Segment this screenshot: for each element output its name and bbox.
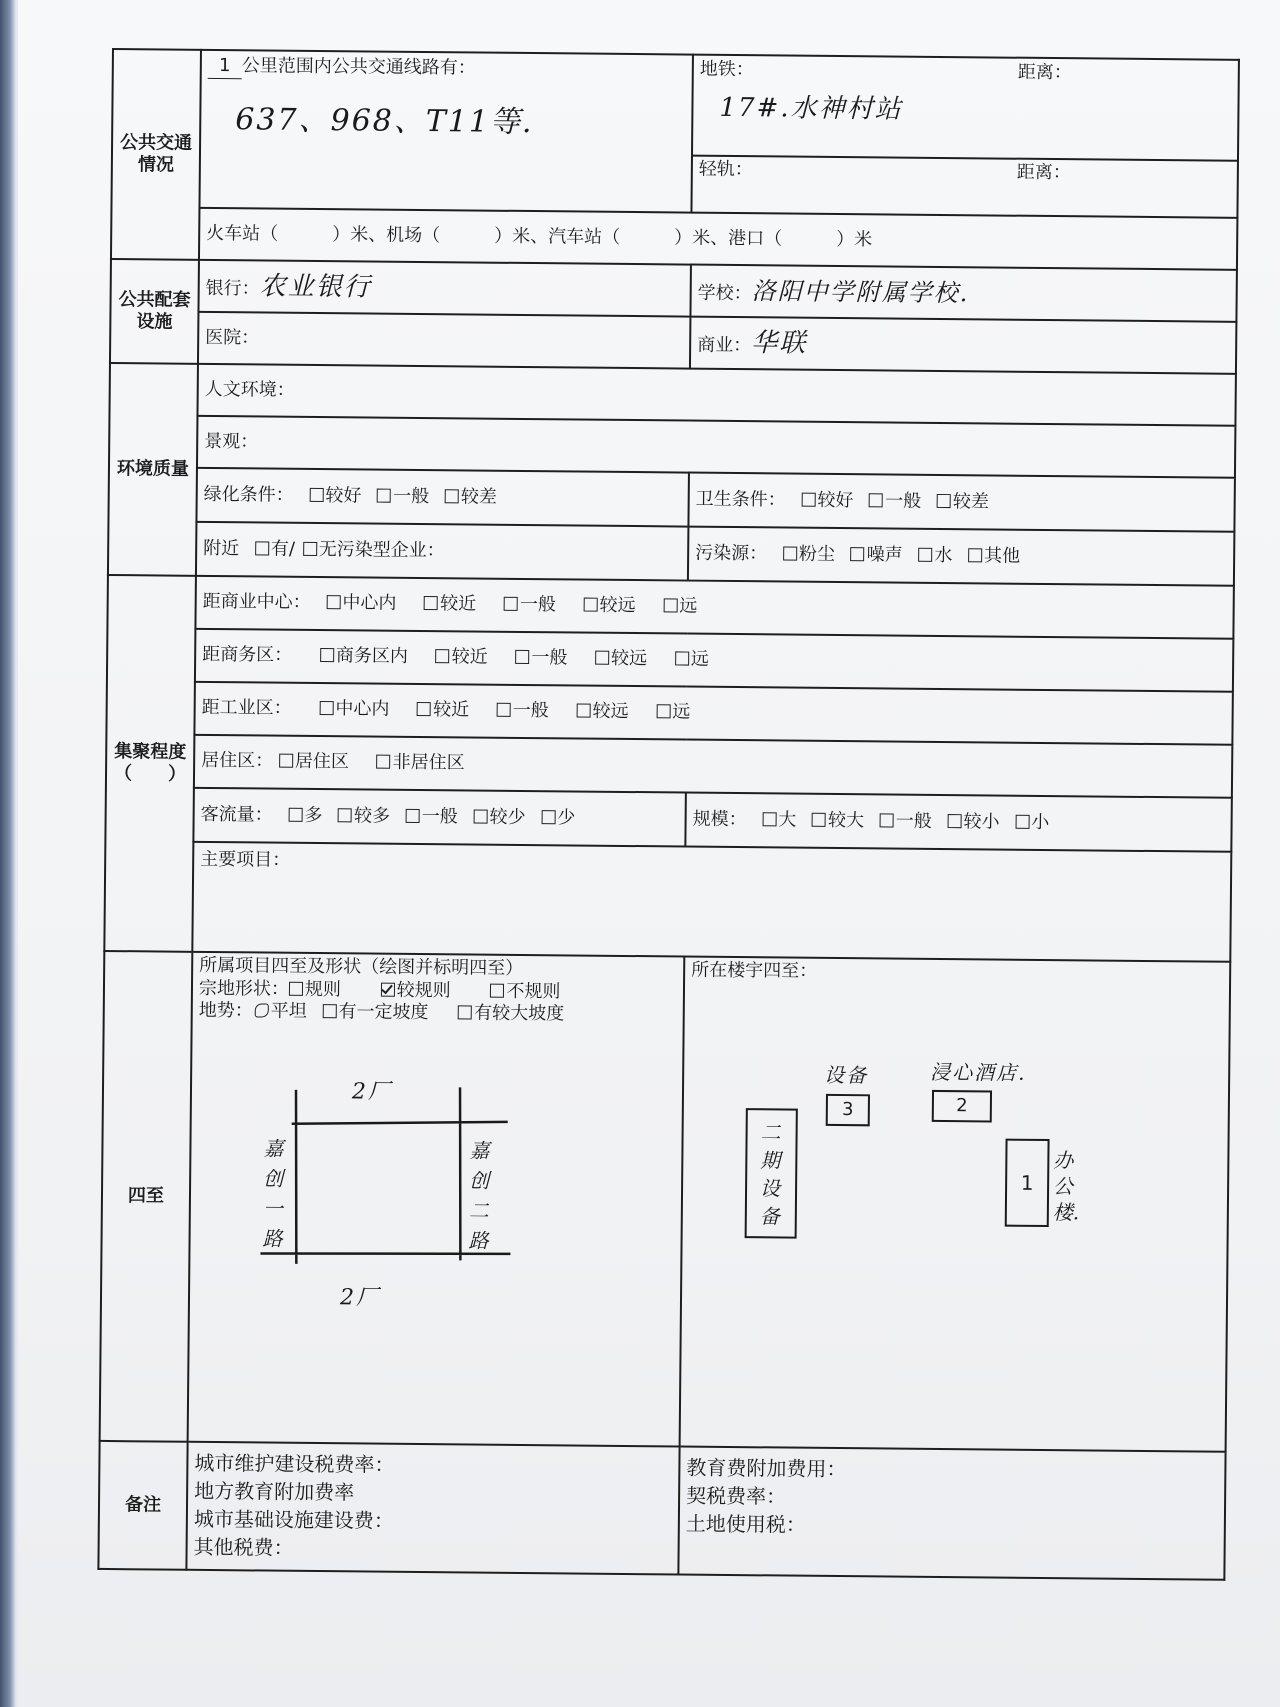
scale-cell xyxy=(685,793,1231,852)
school-label: 学校： xyxy=(697,282,752,305)
option-label: 远 xyxy=(690,648,709,671)
checkbox[interactable] xyxy=(504,597,518,611)
building-c-box xyxy=(932,1090,992,1123)
terrain-label: 地势： xyxy=(198,999,253,1022)
option-label: 大 xyxy=(778,809,797,831)
checkbox[interactable] xyxy=(279,754,293,768)
sketch-building-a xyxy=(745,1108,798,1238)
option-label: 其他 xyxy=(984,545,1021,567)
transport-lines-cell xyxy=(199,50,692,213)
option-label: 非居住区 xyxy=(392,751,465,774)
commerce-label: 商业： xyxy=(697,334,752,356)
sketch-right-label: 嘉创二路 xyxy=(468,1138,490,1253)
checkbox[interactable] xyxy=(937,494,951,508)
option-label: 小 xyxy=(1031,811,1050,833)
cluster-title: 集聚程度 xyxy=(114,740,187,763)
checkbox[interactable] xyxy=(801,492,815,506)
option-label: 中心内 xyxy=(342,592,397,615)
section-boundary: 四至 xyxy=(100,951,193,1442)
remarks-left xyxy=(186,1442,679,1575)
light-rail-label: 轻轨： xyxy=(698,158,753,181)
remark-item: 城市基础设施建设费： xyxy=(193,1506,394,1533)
shape-label: 宗地形状： xyxy=(198,977,290,1000)
hospital-label: 医院： xyxy=(205,326,260,349)
sketch-left-label: 嘉创一路 xyxy=(262,1136,284,1251)
checkbox[interactable] xyxy=(289,981,303,995)
option-label: 较小 xyxy=(963,810,1000,833)
option-label: 一般 xyxy=(531,647,568,669)
option-label: 较好 xyxy=(325,484,362,507)
green-label: 绿化条件： xyxy=(203,483,294,506)
option-label: 较少 xyxy=(489,806,526,828)
option-label: 居住区 xyxy=(294,751,349,773)
option-label: 较远 xyxy=(599,594,636,617)
traffic-label: 客流量： xyxy=(200,803,273,826)
light-rail-distance-label: 距离： xyxy=(1016,161,1071,184)
nearby-cell xyxy=(196,522,688,581)
checkbox[interactable] xyxy=(436,649,450,663)
building-sketch-cell xyxy=(680,957,1231,1452)
option-label: 有一定坡度 xyxy=(338,1001,429,1024)
checkbox[interactable] xyxy=(947,814,961,828)
option-label: 较差 xyxy=(952,490,989,513)
remark-item: 契税费率： xyxy=(686,1483,787,1509)
option-label: 不规则 xyxy=(506,980,561,1002)
checkbox[interactable] xyxy=(851,547,865,561)
green-cell xyxy=(196,468,688,527)
checkbox[interactable] xyxy=(515,650,529,664)
checkbox[interactable] xyxy=(541,810,555,824)
checkbox[interactable] xyxy=(319,701,333,715)
main-projects-label: 主要项目： xyxy=(200,848,291,871)
checkbox[interactable] xyxy=(663,599,677,613)
building-d-number: 1 xyxy=(1020,1170,1034,1195)
checkbox[interactable] xyxy=(320,648,334,662)
option-label: 较远 xyxy=(610,648,648,670)
option-label: 远 xyxy=(679,595,698,617)
checkbox[interactable] xyxy=(406,809,420,823)
option-label: 平坦 xyxy=(270,1000,307,1022)
checkbox-checked[interactable] xyxy=(381,982,395,996)
option-label: 规则 xyxy=(304,978,342,1000)
commerce-handwritten: 华联 xyxy=(751,327,808,359)
bank-handwritten: 农业银行 xyxy=(259,271,372,303)
option-label: 较近 xyxy=(440,593,477,615)
checkbox[interactable] xyxy=(303,542,317,556)
option-label: 较远 xyxy=(592,700,629,723)
sketch-bottom-label: 2厂 xyxy=(339,1285,381,1311)
km-value: 1 xyxy=(208,55,242,79)
residential-label: 居住区： xyxy=(201,750,274,772)
industrial-label: 距工业区： xyxy=(201,697,292,720)
culture-label: 人文环境： xyxy=(204,378,295,401)
hygiene-cell xyxy=(688,473,1234,532)
option-label: 一般 xyxy=(519,594,556,616)
checkbox[interactable] xyxy=(326,595,340,609)
school-handwritten: 洛阳中学附属学校. xyxy=(751,277,970,308)
bus-lines-handwritten: 637、968、T11等. xyxy=(235,101,534,140)
section-remarks: 备注 xyxy=(98,1441,187,1570)
building-d-label: 办公楼. xyxy=(1052,1148,1080,1225)
building-sketch-title: 所在楼宇四至： xyxy=(691,959,818,982)
checkbox[interactable] xyxy=(377,755,391,769)
remarks-right xyxy=(678,1447,1225,1580)
checkbox[interactable] xyxy=(445,489,459,503)
option-label: 噪声 xyxy=(866,544,903,566)
commerce-cell xyxy=(690,317,1236,374)
checkbox[interactable] xyxy=(812,813,826,827)
building-b-number: 3 xyxy=(842,1099,854,1121)
subway-distance-label: 距离： xyxy=(1017,61,1072,84)
checkbox[interactable] xyxy=(577,704,591,718)
option-label: 较差 xyxy=(460,486,498,508)
option-label: 较多 xyxy=(354,805,391,827)
option-label: 远 xyxy=(672,701,691,723)
option-label: 少 xyxy=(557,807,576,829)
remark-item: 其他税费： xyxy=(193,1534,294,1560)
pollution-label: 污染源： xyxy=(695,542,768,565)
building-a-label: 二期设备 xyxy=(759,1120,781,1229)
rail-cell xyxy=(691,55,1238,218)
checkbox[interactable] xyxy=(675,652,689,666)
option-label: 较规则 xyxy=(396,979,451,1001)
option-label: 一般 xyxy=(421,805,458,828)
option-label: 多 xyxy=(304,804,323,826)
checkbox[interactable] xyxy=(869,493,883,507)
checkbox[interactable] xyxy=(309,488,323,502)
form-table xyxy=(97,48,1240,1581)
checkbox[interactable] xyxy=(880,813,894,827)
remark-item: 地方教育附加费率 xyxy=(194,1478,355,1505)
landscape-label: 景观： xyxy=(204,430,259,453)
remark-item: 城市维护建设税费率： xyxy=(194,1450,395,1477)
section-environment: 环境质量 xyxy=(108,363,198,576)
option-label: 商务区内 xyxy=(335,645,409,668)
scale-label: 规模： xyxy=(692,808,747,830)
checkbox[interactable] xyxy=(458,1005,472,1019)
checkbox-circled[interactable] xyxy=(255,1003,269,1017)
checkbox[interactable] xyxy=(490,983,504,997)
section-cluster xyxy=(104,575,196,952)
building-c-label: 浸心酒店. xyxy=(930,1059,1027,1085)
checkbox[interactable] xyxy=(783,546,797,560)
option-label: 较好 xyxy=(817,489,854,511)
checkbox[interactable] xyxy=(968,548,982,562)
checkbox[interactable] xyxy=(377,488,391,502)
option-label: 有/ xyxy=(270,538,296,560)
subway-label: 地铁： xyxy=(699,58,754,81)
plot-sketch-title: 所属项目四至及形状（绘图并标明四至） xyxy=(199,954,524,979)
option-label: 水 xyxy=(934,544,953,566)
option-label: 较近 xyxy=(433,699,470,721)
building-d-box xyxy=(1005,1139,1050,1227)
remark-item: 教育费附加费用： xyxy=(686,1455,847,1482)
commercial-label: 距商业中心： xyxy=(202,591,311,614)
bank-cell xyxy=(198,260,690,317)
section-facilities: 公共配套 设施 xyxy=(110,259,199,364)
option-label: 一般 xyxy=(393,485,430,507)
checkbox[interactable] xyxy=(584,598,598,612)
checkbox[interactable] xyxy=(255,541,269,555)
building-c-number: 2 xyxy=(956,1095,968,1117)
option-label: 粉尘 xyxy=(798,543,836,565)
checkbox[interactable] xyxy=(474,809,488,823)
traffic-cell xyxy=(193,788,685,847)
option-label: 较大 xyxy=(827,809,865,832)
main-projects-row xyxy=(192,842,1231,962)
option-label: 一般 xyxy=(895,810,932,832)
option-label: 无污染型企业： xyxy=(318,538,445,561)
checkbox[interactable] xyxy=(338,808,352,822)
nearby-label: 附近 xyxy=(203,537,240,559)
pollution-cell xyxy=(688,527,1234,586)
hospital-cell xyxy=(198,312,690,369)
remark-item: 土地使用税： xyxy=(685,1511,806,1537)
checkbox[interactable] xyxy=(322,1004,336,1018)
cluster-paren: （ ） xyxy=(113,763,187,785)
business-label: 距商务区： xyxy=(202,644,293,667)
building-b-label: 设备 xyxy=(824,1062,869,1088)
checkbox[interactable] xyxy=(656,705,670,719)
option-label: 一般 xyxy=(512,700,549,722)
checkbox[interactable] xyxy=(417,702,431,716)
stations-text: 火车站（ ）米、机场（ ）米、汽车站（ ）米、港口（ ）米 xyxy=(206,222,873,251)
option-label: 中心内 xyxy=(335,698,390,720)
subway-handwritten: 17#.水神村站 xyxy=(719,92,903,125)
checkbox[interactable] xyxy=(424,596,438,610)
bank-label: 银行： xyxy=(205,277,260,300)
option-label: 一般 xyxy=(885,490,922,512)
checkbox[interactable] xyxy=(918,548,932,562)
checkbox[interactable] xyxy=(288,807,302,821)
school-cell xyxy=(690,265,1236,322)
plot-sketch-cell xyxy=(188,952,685,1447)
km-label: 公里范围内公共交通线路有： xyxy=(241,55,476,79)
checkbox[interactable] xyxy=(1015,814,1029,828)
survey-form xyxy=(97,48,1240,1629)
section-transport: 公共交通 情况 xyxy=(111,49,201,260)
building-b-box xyxy=(826,1094,870,1126)
checkbox[interactable] xyxy=(497,703,511,717)
option-label: 较近 xyxy=(451,646,488,668)
checkbox[interactable] xyxy=(762,812,776,826)
sketch-top-label: 2厂 xyxy=(351,1079,393,1105)
checkbox[interactable] xyxy=(595,651,609,665)
option-label: 有较大坡度 xyxy=(474,1002,565,1025)
hygiene-label: 卫生条件： xyxy=(695,488,786,511)
